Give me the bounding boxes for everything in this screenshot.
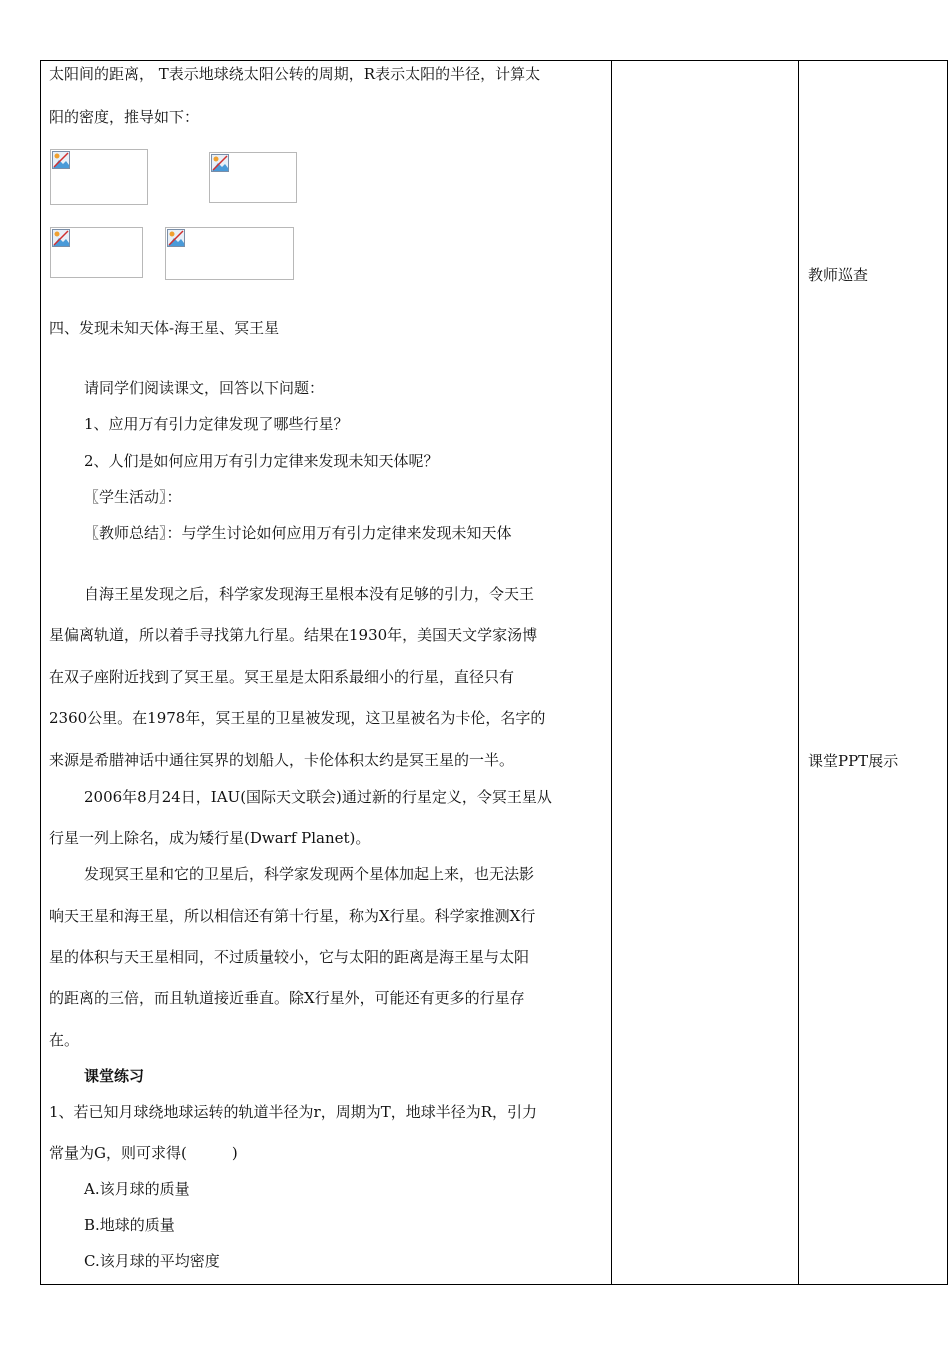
section-title: 四、发现未知天体-海王星、冥王星: [49, 319, 280, 337]
text-line: 阳的密度，推导如下：: [49, 108, 200, 126]
teacher-note: 课堂PPT展示: [808, 752, 899, 770]
option-item: A.该月球的质量: [84, 1180, 190, 1198]
paragraph-line: 在双子座附近找到了冥王星。冥王星是太阳系最细小的行星，直径只有: [49, 668, 515, 686]
paragraph-line: 发现冥王星和它的卫星后，科学家发现两个星体加起上来，也无法影: [84, 865, 535, 883]
column-divider: [798, 61, 799, 1284]
paragraph-line: 的距离的三倍，而且轨道接近垂直。除X行星外，可能还有更多的行星存: [49, 989, 525, 1007]
column-divider: [611, 61, 612, 1284]
paragraph-line: 2360公里。在1978年，冥王星的卫星被发现，这卫星被名为卡伦，名字的: [49, 709, 546, 727]
lesson-table: [40, 60, 948, 1285]
broken-image-icon: [167, 229, 185, 247]
formula-image: [209, 152, 297, 203]
broken-image-icon: [211, 154, 229, 172]
broken-image-icon: [52, 229, 70, 247]
paragraph-line: 来源是希腊神话中通往冥界的划船人，卡伦体积太约是冥王星的一半。: [49, 751, 515, 769]
student-activity: 〖学生活动〗：: [84, 488, 182, 506]
question-item: 2、人们是如何应用万有引力定律来发现未知天体呢？: [84, 452, 439, 470]
paragraph-line: 星的体积与天王星相同，不过质量较小，它与太阳的距离是海王星与太阳: [49, 948, 530, 966]
text-line: 请同学们阅读课文，回答以下问题：: [84, 379, 325, 397]
paragraph-line: 响天王星和海王星，所以相信还有第十行星，称为X行星。科学家推测X行: [49, 907, 536, 925]
option-item: C.该月球的平均密度: [84, 1252, 220, 1270]
question-item: 1、应用万有引力定律发现了哪些行星？: [84, 415, 349, 433]
paragraph-line: 在。: [49, 1031, 80, 1049]
exercise-question: 常量为G，则可求得( ): [49, 1144, 238, 1162]
paragraph-line: 星偏离轨道，所以着手寻找第九行星。结果在1930年，美国天文学家汤博: [49, 626, 538, 644]
teacher-summary: 〖教师总结〗：与学生讨论如何应用万有引力定律来发现未知天体: [84, 524, 512, 542]
paragraph-line: 自海王星发现之后，科学家发现海王星根本没有足够的引力，令天王: [84, 585, 535, 603]
teacher-note: 教师巡查: [808, 266, 869, 284]
exercise-title: 课堂练习: [84, 1067, 145, 1085]
formula-image: [50, 149, 148, 205]
formula-image: [165, 227, 294, 280]
formula-image: [50, 227, 143, 278]
broken-image-icon: [52, 151, 70, 169]
paragraph-line: 2006年8月24日，IAU(国际天文联会)通过新的行星定义，令冥王星从: [84, 788, 552, 806]
paragraph-line: 行星一列上除名，成为矮行星(Dwarf Planet)。: [49, 829, 371, 847]
text-line: 太阳间的距离， T表示地球绕太阳公转的周期，R表示太阳的半径，计算太: [49, 65, 541, 83]
option-item: B.地球的质量: [84, 1216, 175, 1234]
exercise-question: 1、若已知月球绕地球运转的轨道半径为r，周期为T，地球半径为R，引力: [49, 1103, 538, 1121]
